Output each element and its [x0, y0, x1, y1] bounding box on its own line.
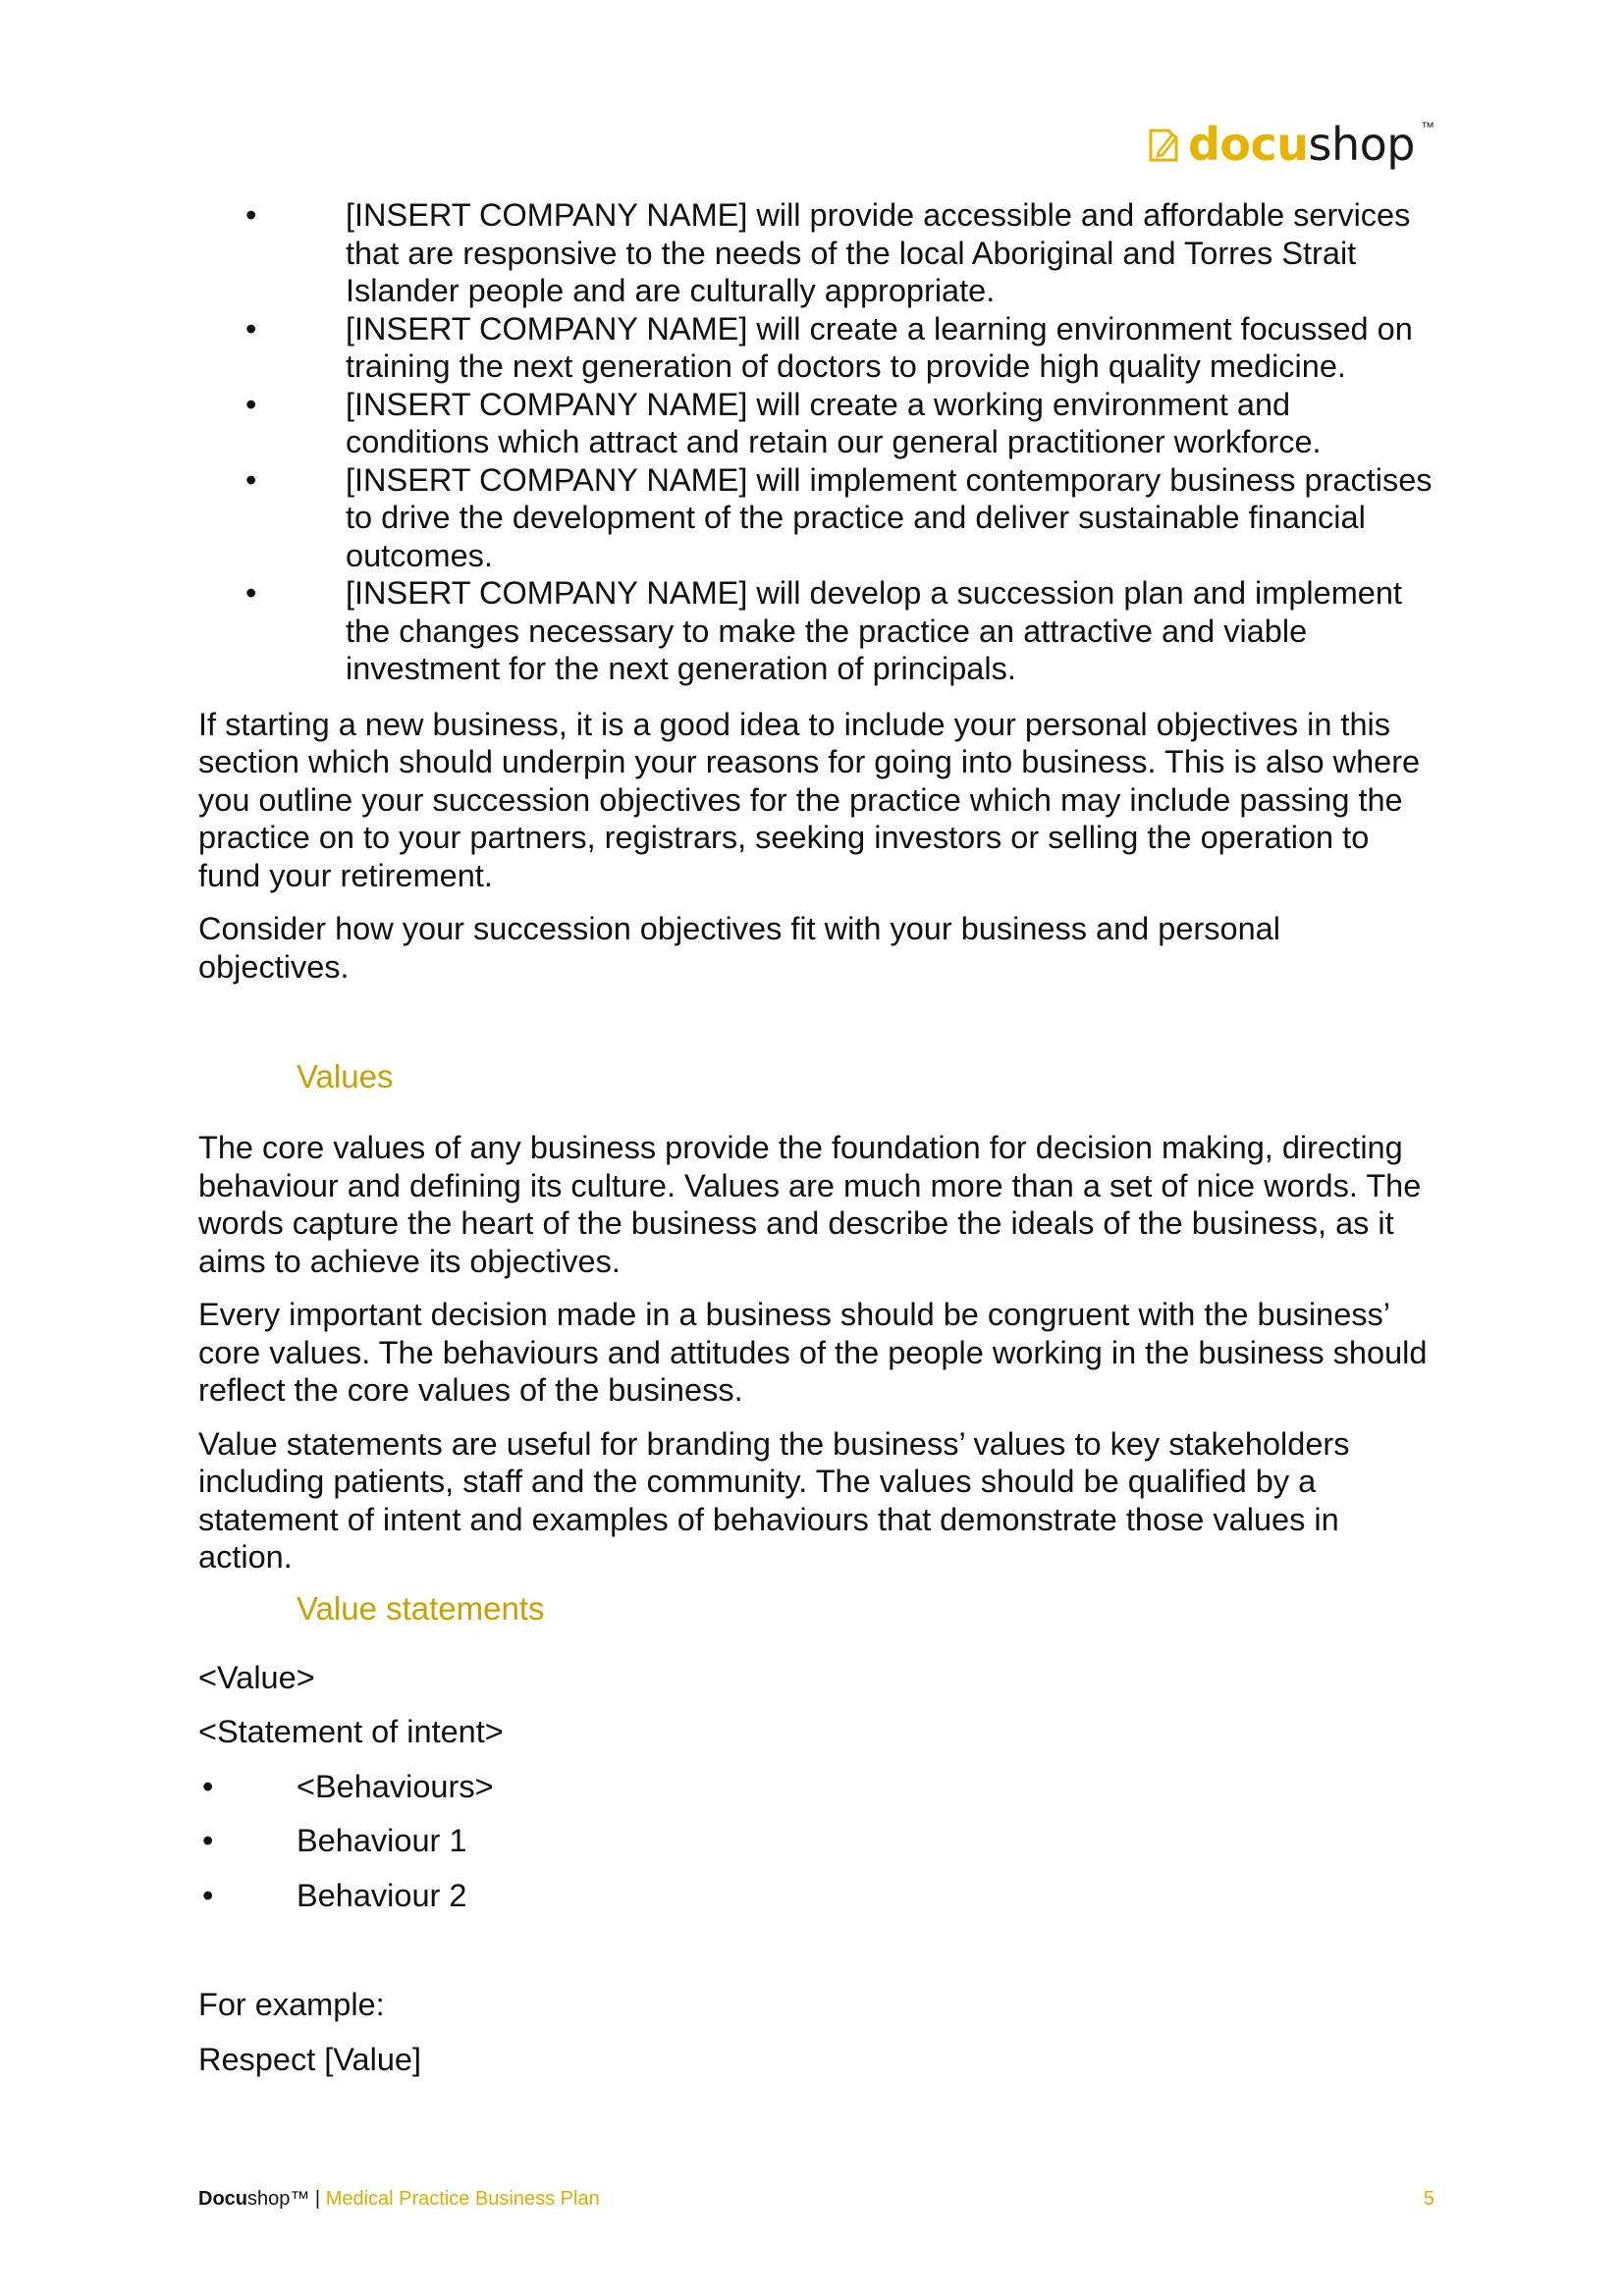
page-content [198, 196, 1435, 2078]
bullet-glyph: • [202, 1768, 214, 1804]
paragraph-value-statements: Value statements are useful for branding the business’ values to key stakeholders including patients, staff and the community. The values should be qualified by a statement of intent and examples of behaviours that demonstrate those values in action. [198, 1425, 1350, 1575]
footer-brand [198, 2188, 600, 2211]
intent-placeholder: <Statement of intent> [198, 1714, 504, 1749]
list-item-text: [INSERT COMPANY NAME] will create a working environment and conditions which attract and retain our general practitioner workforce. [346, 386, 1322, 459]
document-pencil-icon [1147, 125, 1182, 164]
list-item-text: [INSERT COMPANY NAME] will develop a succession plan and implement the changes necessary to make the practice an attractive and viable investment for the next generation of principals. [346, 575, 1402, 686]
objectives-list [198, 196, 1435, 688]
page-number: 5 [1423, 2188, 1434, 2210]
example-label: For example: [198, 1987, 385, 2022]
bullet-glyph: • [245, 310, 257, 347]
logo-docu-text: docu [1187, 118, 1309, 171]
bullet-glyph: • [245, 386, 257, 422]
list-item-text: [INSERT COMPANY NAME] will provide accessible and affordable services that are responsive to the needs of the local Aboriginal and Torres Strait Islander people and are culturally appropriate. [346, 197, 1411, 308]
list-item-text: [INSERT COMPANY NAME] will create a learning environment focussed on training the next generation of doctors to provide high quality medicine. [346, 310, 1413, 384]
footer-doc-title: Medical Practice Business Plan [325, 2188, 600, 2210]
bullet-glyph: • [202, 1877, 214, 1913]
list-item [198, 310, 1435, 386]
list-item-text: Behaviour 2 [297, 1877, 467, 1913]
list-item [198, 1822, 1435, 1860]
list-item [198, 461, 1435, 575]
example-value: Respect [Value] [198, 2041, 422, 2077]
list-item-text: <Behaviours> [297, 1768, 494, 1804]
list-item [198, 574, 1435, 688]
paragraph-succession-fit: Consider how your succession objectives fit with your business and personal objectives. [198, 911, 1280, 985]
footer-brand-rest: shop™ [247, 2188, 310, 2210]
footer-brand-bold: Docu [198, 2188, 247, 2210]
footer-separator: | [309, 2188, 326, 2210]
value-statements-heading: Value statements [297, 1589, 545, 1627]
values-heading: Values [297, 1058, 394, 1095]
list-item [198, 386, 1435, 461]
paragraph-decisions: Every important decision made in a business should be congruent with the business’ core values. The behaviours and attitudes of the people working in the business should reflect the core values of the business. [198, 1297, 1428, 1408]
logo-shop-text: shop [1308, 118, 1415, 171]
bullet-glyph: • [202, 1823, 214, 1858]
paragraph-core-values: The core values of any business provide the foundation for decision making, directing behaviour and defining its culture. Values are much more than a set of nice words. The words capture the heart of the business and describe the ideals of the business, as it aims to achieve its objectives. [198, 1130, 1422, 1279]
logo-trademark: ™ [1421, 119, 1434, 134]
bullet-glyph: • [245, 575, 257, 611]
bullet-glyph: • [245, 197, 257, 233]
value-placeholder: <Value> [198, 1659, 315, 1695]
list-item [198, 1877, 1435, 1915]
list-item-text: Behaviour 1 [297, 1823, 467, 1858]
docushop-logo [1147, 118, 1434, 171]
list-item-text: [INSERT COMPANY NAME] will implement contemporary business practises to drive the development of the practice and deliver sustainable financial outcomes. [346, 461, 1433, 573]
bullet-glyph: • [245, 461, 257, 498]
list-item [198, 196, 1435, 310]
list-item [198, 1768, 1435, 1806]
page-footer [198, 2188, 1434, 2211]
paragraph-personal-objectives: If starting a new business, it is a good idea to include your personal objectives in this section which should underpin your reasons for going into business. This is also where you outline your succession objectives for the practice which may include passing the practice on to your partners, registrars, seeking investors or selling the operation to fund your retirement. [198, 706, 1421, 893]
behaviours-list [198, 1768, 1435, 1915]
